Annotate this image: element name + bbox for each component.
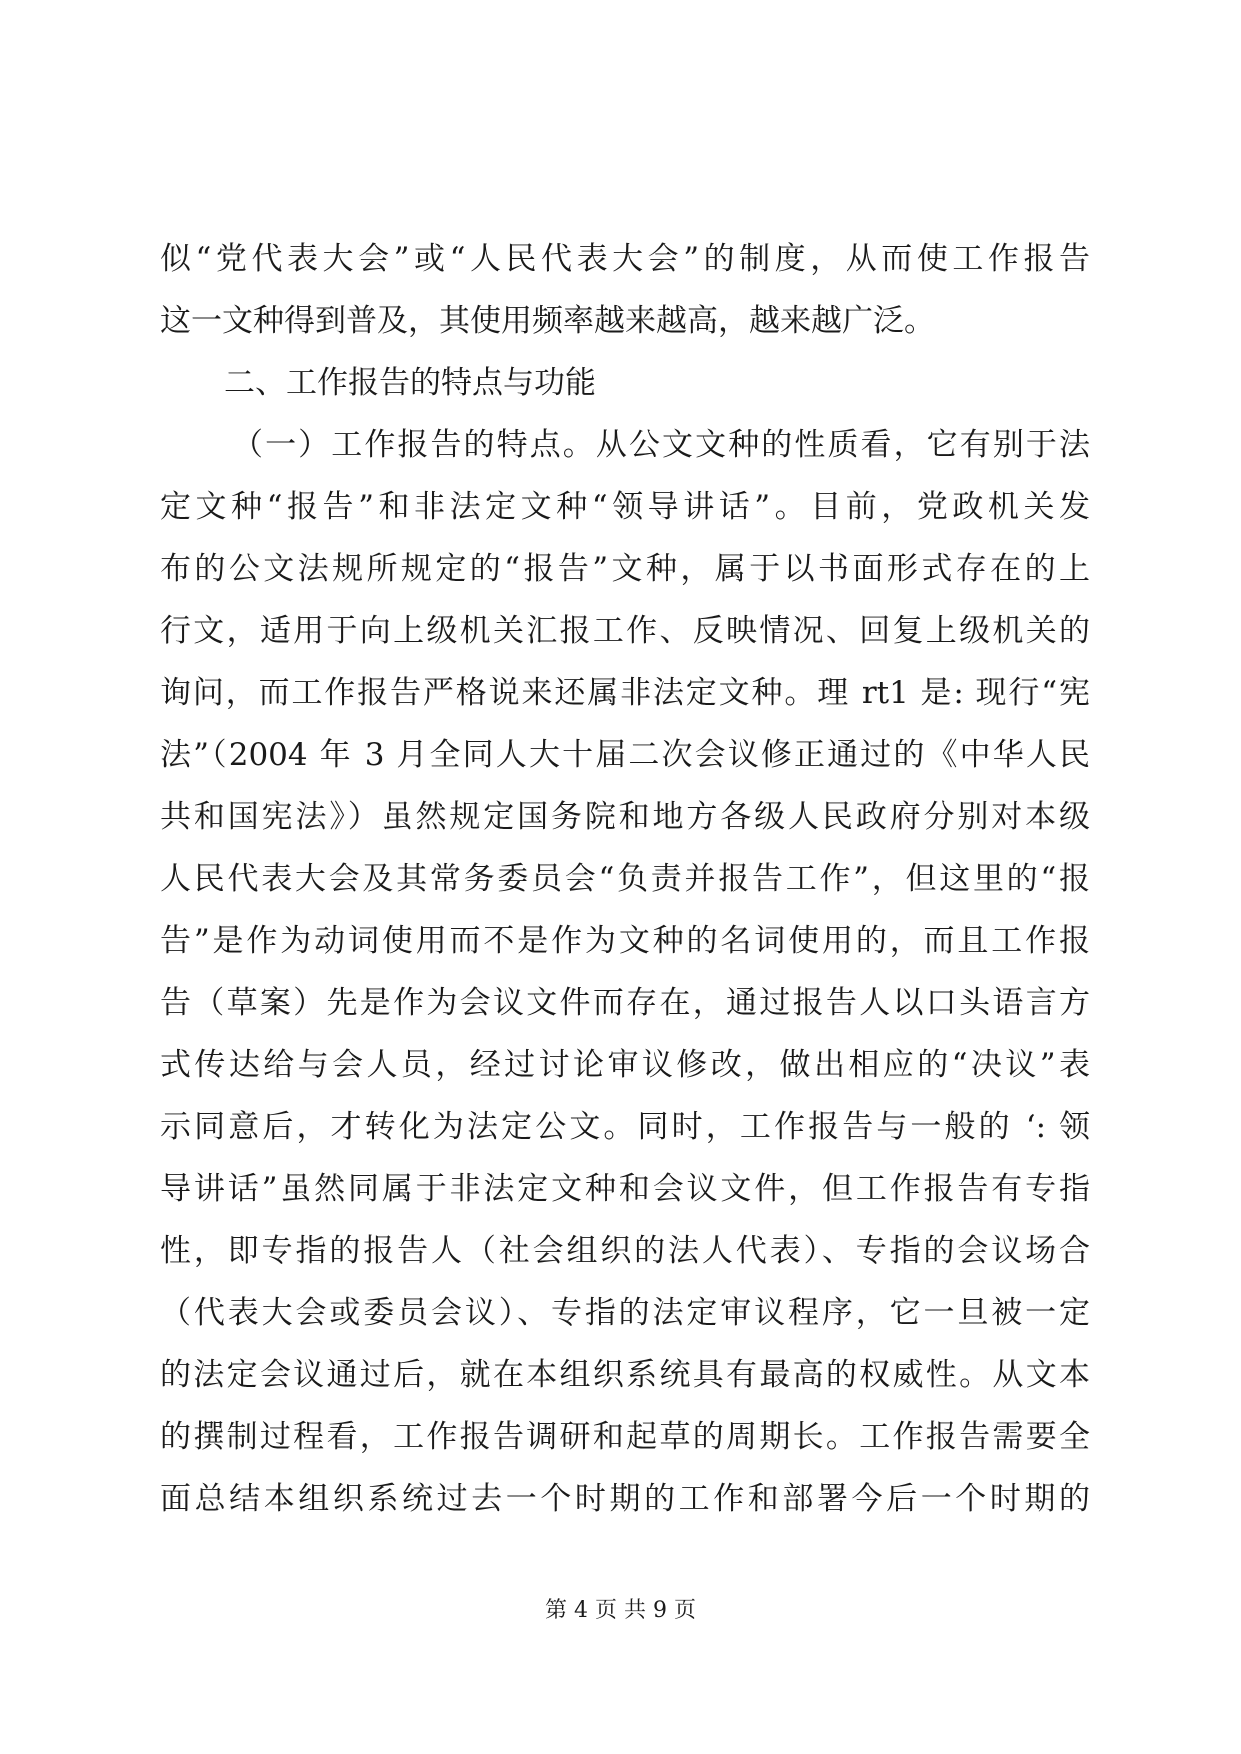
- text-line: 告（草案）先是作为会议文件而存在，通过报告人以口头语言方: [160, 985, 1090, 1021]
- text-line: 面总结本组织系统过去一个时期的工作和部署今后一个时期的: [160, 1481, 1090, 1517]
- section-heading: 二、工作报告的特点与功能: [224, 365, 596, 401]
- text-line: 询问，而工作报告严格说来还属非法定文种。理 rt1 是: 现行“宪: [160, 675, 1090, 711]
- text-line: 式传达给与会人员，经过讨论审议修改，做出相应的“决议”表: [160, 1047, 1090, 1083]
- text-line: （一）工作报告的特点。从公文文种的性质看，它有别于法: [232, 427, 1090, 463]
- text-line: 法”（2004 年 3 月全同人大十届二次会议修正通过的《中华人民: [160, 737, 1090, 773]
- text-line: 示同意后，才转化为法定公文。同时，工作报告与一般的 ‘: 领: [160, 1109, 1090, 1145]
- page-number-footer: 第 4 页 共 9 页: [545, 1598, 696, 1623]
- text-line: 人民代表大会及其常务委员会“负责并报告工作”，但这里的“报: [160, 861, 1090, 897]
- text-line: （代表大会或委员会议）、专指的法定审议程序，它一旦被一定: [160, 1295, 1090, 1331]
- text-line: 的法定会议通过后，就在本组织系统具有最高的权威性。从文本: [160, 1357, 1090, 1393]
- text-line: 定文种“报告”和非法定文种“领导讲话”。目前，党政机关发: [160, 489, 1090, 525]
- text-line: 行文，适用于向上级机关汇报工作、反映情况、回复上级机关的: [160, 613, 1090, 649]
- text-line: 告”是作为动词使用而不是作为文种的名词使用的，而且工作报: [160, 923, 1090, 959]
- text-line: 这一文种得到普及，其使用频率越来越高，越来越广泛。: [160, 303, 935, 339]
- text-line: 共和国宪法》）虽然规定国务院和地方各级人民政府分别对本级: [160, 799, 1090, 835]
- text-line: 布的公文法规所规定的“报告”文种，属于以书面形式存在的上: [160, 551, 1090, 587]
- body-text: [160, 228, 1090, 1530]
- text-line: 性，即专指的报告人（社会组织的法人代表）、专指的会议场合: [160, 1233, 1090, 1269]
- text-line: 导讲话”虽然同属于非法定文种和会议文件，但工作报告有专指: [160, 1171, 1090, 1207]
- text-line: 的撰制过程看，工作报告调研和起草的周期长。工作报告需要全: [160, 1419, 1090, 1455]
- text-line: 似“党代表大会”或“人民代表大会”的制度，从而使工作报告: [160, 241, 1090, 277]
